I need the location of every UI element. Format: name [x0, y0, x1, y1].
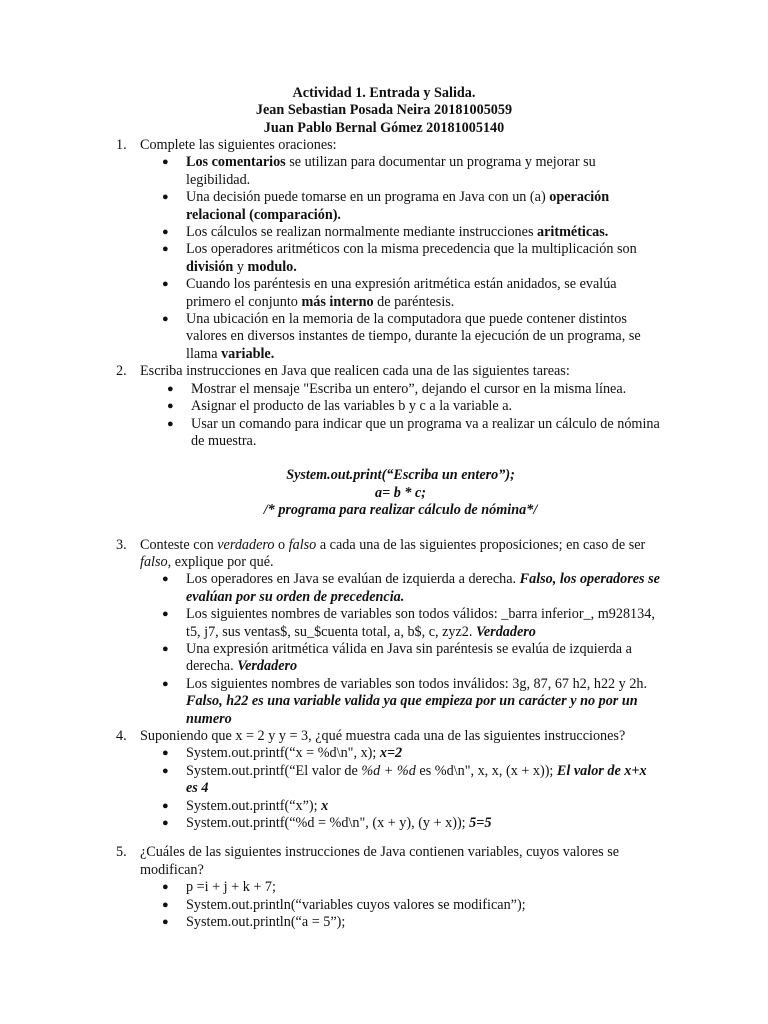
spacer — [116, 832, 661, 844]
question-list — [116, 537, 661, 833]
bullet-icon: ● — [162, 642, 169, 655]
item-text: System.out.println(“a = 5”); — [186, 914, 346, 931]
list-item — [140, 311, 661, 363]
item-text: Los siguientes nombres de variables son todos válidos: _barra inferior_, m928134, t5, j7, sus ventas$, su_$cuenta total, a, b$, c, zyz2. — [186, 606, 655, 640]
item-text: Los operadores aritméticos con la misma precedencia que la multiplicación son — [186, 241, 637, 258]
item-text: Cuando los paréntesis en una expresión aritmética están anidados, se evalúa primero el conjunto — [186, 276, 617, 310]
question-number: 2. — [116, 363, 127, 380]
question-prompt: Escriba instrucciones en Java que realicen cada una de las siguientes tareas: — [140, 363, 570, 380]
prompt-text: explique por qué. — [171, 553, 274, 570]
document-body — [116, 137, 661, 931]
author-1: Jean Sebastian Posada Neira 20181005059 — [255, 102, 513, 119]
question-4 — [116, 728, 661, 832]
bullet-icon: ● — [162, 278, 169, 291]
question-5 — [116, 844, 661, 931]
answer: Verdadero — [476, 623, 536, 640]
answer: El valor de x+x es 4 — [186, 762, 647, 797]
item-text: System.out.printf(“x = %d\n", x); — [186, 745, 380, 762]
item-text: de paréntesis. — [373, 293, 455, 310]
question-prompt: Suponiendo que x = 2 y y = 3, ¿qué muestra cada una de las siguientes instrucciones? — [140, 728, 626, 744]
task-list — [140, 381, 661, 451]
item-text: System.out.printf(“El valor de — [186, 762, 362, 779]
answer: Verdadero — [237, 658, 298, 675]
prompt-text: a cada una de las siguientes proposiciones; en caso de ser — [316, 536, 646, 553]
list-item — [140, 416, 661, 451]
answer: x — [321, 797, 329, 814]
question-number: 5. — [116, 844, 127, 861]
question-list — [116, 844, 661, 931]
answer: operación relacional (comparación). — [186, 189, 610, 223]
list-item — [140, 815, 661, 832]
item-text: p =i + j + k + 7; — [186, 879, 276, 896]
prompt-text: Conteste con — [140, 536, 218, 553]
prompt-text: falso — [288, 536, 317, 553]
list-item — [140, 914, 661, 931]
answer: 5=5 — [469, 815, 492, 832]
sentence-list — [140, 154, 661, 363]
answer: Falso, los operadores se evalúan por su orden de precedencia. — [186, 571, 660, 605]
prompt-text: verdadero — [217, 536, 275, 553]
item-text: System.out.println(“variables cuyos valores se modifican”); — [186, 896, 526, 913]
bullet-icon: ● — [162, 764, 169, 777]
item-text: System.out.printf(“x”); — [186, 797, 322, 814]
list-item — [140, 745, 661, 762]
list-item — [140, 154, 661, 189]
item-text: System.out.printf(“%d = %d\n", (x + y), (y + x)); — [186, 815, 470, 832]
item-text: Mostrar el mensaje "Escriba un entero”, dejando el cursor en la misma línea. — [191, 380, 627, 397]
list-item — [140, 189, 661, 224]
bullet-icon: ● — [162, 226, 169, 239]
question-number: 3. — [116, 536, 127, 553]
answer: x=2 — [379, 745, 403, 762]
bullet-icon: ● — [162, 313, 169, 326]
list-item — [140, 763, 661, 798]
question-3 — [116, 537, 661, 728]
item-text: Una ubicación en la memoria de la computadora que puede contener distintos valores en diversos instantes de tiempo, durante la ejecución de un programa, se llama — [186, 311, 641, 362]
item-text: Los cálculos se realizan normalmente mediante instrucciones — [186, 224, 538, 241]
list-item — [140, 606, 661, 641]
question-1 — [116, 137, 661, 363]
answer: más interno — [301, 293, 374, 310]
question-number: 4. — [116, 728, 127, 744]
bullet-icon: ● — [167, 400, 174, 413]
list-item — [140, 571, 661, 606]
bullet-icon: ● — [162, 799, 169, 812]
list-item — [140, 641, 661, 676]
list-item — [140, 241, 661, 276]
list-item — [140, 798, 661, 815]
list-item — [140, 398, 661, 415]
item-text: Los siguientes nombres de variables son todos inválidos: 3g, 87, 67 h2, h22 y 2h. — [186, 675, 648, 692]
code-line: /* programa para realizar cálculo de nómina*/ — [263, 502, 538, 519]
item-text: Los operadores en Java se evalúan de izquierda a derecha. — [186, 571, 520, 588]
item-text: %d + %d — [361, 762, 416, 779]
item-text: y — [233, 258, 248, 275]
item-text: Una decisión puede tomarse en un programa en Java con un (a) — [186, 189, 550, 206]
question-2 — [116, 363, 661, 450]
bullet-icon: ● — [162, 817, 169, 830]
list-item — [140, 224, 661, 241]
proposition-list — [140, 571, 661, 728]
code-line: a= b * c; — [374, 484, 427, 501]
question-prompt — [140, 537, 661, 572]
list-item — [140, 381, 661, 398]
list-item — [140, 897, 661, 914]
answer: división — [186, 258, 234, 275]
question-prompt: Complete las siguientes oraciones: — [140, 137, 337, 153]
prompt-text: falso, — [140, 553, 172, 570]
code-line: System.out.print(“Escriba un entero”); — [286, 467, 515, 484]
statement-list — [140, 879, 661, 931]
bullet-icon: ● — [167, 417, 174, 430]
answer: Los comentarios — [186, 154, 286, 171]
bullet-icon: ● — [167, 382, 174, 395]
item-text: Usar un comando para indicar que un programa va a realizar un cálculo de nómina de muestra. — [191, 415, 660, 449]
answer: aritméticas. — [537, 224, 609, 241]
answer: modulo. — [247, 258, 297, 275]
item-text: es %d\n", x, x, (x + x)); — [415, 762, 557, 779]
bullet-icon: ● — [162, 881, 169, 894]
bullet-icon: ● — [162, 747, 169, 760]
instruction-list — [140, 745, 661, 832]
question-prompt: ¿Cuáles de las siguientes instrucciones de Java contienen variables, cuyos valores se modifican? — [140, 844, 620, 878]
bullet-icon: ● — [162, 573, 169, 586]
bullet-icon: ● — [162, 677, 169, 690]
prompt-text: o — [274, 536, 289, 553]
question-number: 1. — [116, 137, 127, 153]
question-list — [116, 137, 661, 450]
bullet-icon: ● — [162, 243, 169, 256]
bullet-icon: ● — [162, 898, 169, 911]
item-text: Una expresión aritmética válida en Java sin paréntesis se evalúa de izquierda a derecha. — [186, 640, 632, 675]
answer: Falso, h22 es una variable valida ya que empieza por un carácter y no por un numero — [186, 693, 638, 727]
code-answer-block — [140, 467, 661, 519]
bullet-icon: ● — [162, 608, 169, 621]
item-text: se utilizan para documentar un programa y mejorar su legibilidad. — [186, 154, 596, 188]
spacer — [116, 450, 661, 467]
document-header — [0, 85, 768, 137]
document-title: Actividad 1. Entrada y Salida. — [292, 85, 476, 101]
item-text: Asignar el producto de las variables b y c a la variable a. — [191, 398, 513, 415]
list-item — [140, 276, 661, 311]
author-2: Juan Pablo Bernal Gómez 20181005140 — [263, 119, 505, 136]
answer: variable. — [221, 345, 275, 362]
list-item — [140, 676, 661, 728]
bullet-icon: ● — [162, 156, 169, 169]
bullet-icon: ● — [162, 916, 169, 929]
bullet-icon: ● — [162, 191, 169, 204]
spacer — [116, 520, 661, 537]
list-item — [140, 879, 661, 896]
